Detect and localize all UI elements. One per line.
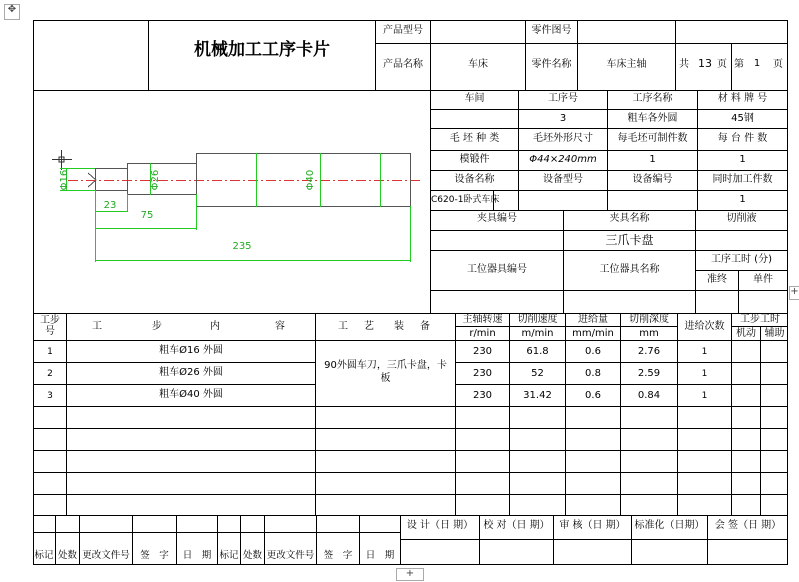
card-title: 机械加工工序卡片: [194, 40, 330, 60]
part-drawing-label: 零件图号: [531, 25, 572, 36]
dim-length-235-label: 235: [232, 241, 252, 252]
machine-time-header: 机动: [736, 328, 756, 339]
station-name-label: 工位器具名称: [599, 264, 660, 275]
op-name-label: 工序名称: [632, 93, 673, 104]
per-blank-value: 1: [649, 154, 656, 165]
speed-header: 主轴转速: [462, 314, 503, 325]
total-pages-unit: 页: [717, 59, 727, 70]
blank-type-label: 毛 坯 种 类: [449, 133, 500, 144]
equip-no-label: 设备编号: [632, 174, 673, 185]
step-feed-cell: 0.6: [585, 346, 601, 357]
page-no-value: 1: [753, 58, 761, 69]
equip-header-4: 备: [420, 321, 430, 332]
step-passes-cell: 1: [701, 347, 708, 357]
prep-time-label: 准终: [707, 274, 727, 285]
dim-length-75-label: 75: [140, 210, 154, 221]
add-column-button[interactable]: +: [789, 286, 799, 300]
equip-model-label: 设备型号: [543, 174, 583, 185]
cut-header: 切削速度: [517, 314, 558, 325]
step-no-cell: 2: [47, 369, 53, 379]
op-name-value: 粗车各外圆: [627, 113, 678, 124]
blank-size-label: 毛坯外形尺寸: [533, 133, 593, 144]
step-passes-cell: 1: [701, 391, 708, 401]
part-name-value: 车床主轴: [606, 59, 647, 70]
product-name-value: 车床: [468, 59, 488, 70]
equip-name-value: C620-1卧式车床: [431, 195, 500, 205]
dim-phi26-label: Φ26: [150, 169, 161, 191]
step-depth-cell: 2.59: [637, 368, 661, 379]
fixture-name-value: 三爪卡盘: [605, 233, 654, 247]
cut-unit: m/min: [521, 328, 554, 339]
step-no-cell: 3: [47, 391, 53, 401]
equip-header-2: 艺: [364, 321, 374, 332]
page-label: 第: [734, 59, 744, 70]
countersign-date-label: 会 签（日 期）: [714, 520, 782, 531]
passes-header: 进给次数: [684, 321, 725, 332]
per-machine-label: 每 台 件 数: [717, 133, 768, 144]
speed-unit: r/min: [469, 328, 496, 339]
step-content-cell: 粗车Ø26 外圆: [159, 367, 223, 378]
product-name-label: 产品名称: [383, 59, 423, 70]
equip-text-line2: 板: [380, 373, 391, 384]
step-feed-cell: 0.6: [585, 390, 601, 401]
per-blank-label: 每毛坯可制件数: [617, 133, 688, 144]
step-cut-cell: 61.8: [526, 346, 549, 357]
content-header-3: 内: [210, 321, 220, 332]
date-label: 日 期: [182, 550, 212, 561]
step-no-cell: 1: [47, 347, 53, 357]
material-value: 45钢: [731, 113, 754, 124]
change-doc-label: 更改文件号: [266, 550, 315, 561]
standard-date-label: 标准化（日期）: [634, 520, 705, 531]
step-feed-cell: 0.8: [585, 368, 601, 379]
check-date-label: 校 对（日 期）: [483, 520, 550, 531]
workshop-label: 车间: [464, 93, 485, 104]
dim-phi40-label: Φ40: [305, 169, 316, 191]
aux-time-header: 辅助: [764, 328, 785, 339]
step-content-cell: 粗车Ø40 外圆: [159, 389, 223, 400]
content-header-1: 工: [92, 321, 102, 332]
feed-unit: mm/min: [572, 328, 614, 339]
design-date-label: 设 计（日 期）: [406, 520, 474, 531]
step-time-header: 工步工时: [740, 314, 780, 325]
step-depth-cell: 0.84: [637, 390, 661, 401]
step-speed-cell: 230: [472, 368, 493, 379]
fixture-no-label: 夹具编号: [477, 213, 517, 224]
step-no-header-top: 工步: [40, 315, 60, 326]
equip-header-1: 工: [338, 321, 348, 332]
station-no-label: 工位器具编号: [467, 264, 527, 275]
change-doc-label: 更改文件号: [82, 550, 130, 561]
review-date-label: 审 核（日 期）: [559, 520, 626, 531]
part-name-label: 零件名称: [531, 59, 572, 70]
content-header-2: 步: [152, 321, 162, 332]
blank-type-value: 模锻件: [459, 154, 490, 165]
step-depth-cell: 2.76: [637, 346, 661, 357]
simul-label: 同时加工件数: [712, 174, 773, 185]
date-label: 日 期: [365, 550, 395, 561]
per-machine-value: 1: [739, 154, 746, 165]
step-passes-cell: 1: [701, 369, 708, 379]
step-cut-cell: 52: [531, 368, 544, 379]
depth-header: 切削深度: [629, 314, 669, 325]
move-table-handle-icon[interactable]: ✥: [4, 4, 20, 20]
op-time-label: 工序工时 (分): [711, 254, 772, 265]
op-no-label: 工序号: [548, 93, 578, 104]
step-cut-cell: 31.42: [523, 390, 552, 401]
mark-label: 标记: [219, 550, 239, 561]
add-row-label: +: [405, 568, 415, 579]
material-label: 材 料 牌 号: [717, 93, 768, 104]
feed-header: 进给量: [578, 314, 608, 325]
count-label: 处数: [57, 550, 77, 561]
count-label: 处数: [242, 550, 262, 561]
step-content-cell: 粗车Ø16 外圆: [159, 345, 223, 356]
coolant-label: 切削液: [726, 213, 757, 224]
content-header-4: 容: [275, 321, 285, 332]
unit-time-label: 单件: [753, 274, 773, 285]
fixture-name-label: 夹具名称: [609, 213, 650, 224]
equip-name-label: 设备名称: [454, 174, 495, 185]
dim-length-23-label: 23: [103, 200, 117, 211]
total-label: 共: [679, 59, 689, 70]
blank-size-value: Φ44×240mm: [529, 154, 597, 165]
total-pages-value: 13: [698, 57, 712, 70]
step-no-header-bottom: 号: [45, 326, 55, 337]
simul-value: 1: [739, 194, 746, 205]
mark-label: 标记: [34, 550, 54, 561]
step-speed-cell: 230: [472, 346, 493, 357]
equip-header-3: 装: [394, 321, 404, 332]
signature-label: 签 字: [140, 550, 169, 561]
equip-text-line1: 90外圆车刀，三爪卡盘，卡: [324, 360, 447, 371]
depth-unit: mm: [639, 328, 659, 339]
product-model-label: 产品型号: [383, 25, 423, 36]
dim-phi16-label: Φ16: [59, 169, 70, 191]
step-speed-cell: 230: [472, 390, 493, 401]
signature-label: 签 字: [323, 550, 353, 561]
op-no-value: 3: [559, 113, 567, 124]
page-no-unit: 页: [773, 59, 783, 70]
